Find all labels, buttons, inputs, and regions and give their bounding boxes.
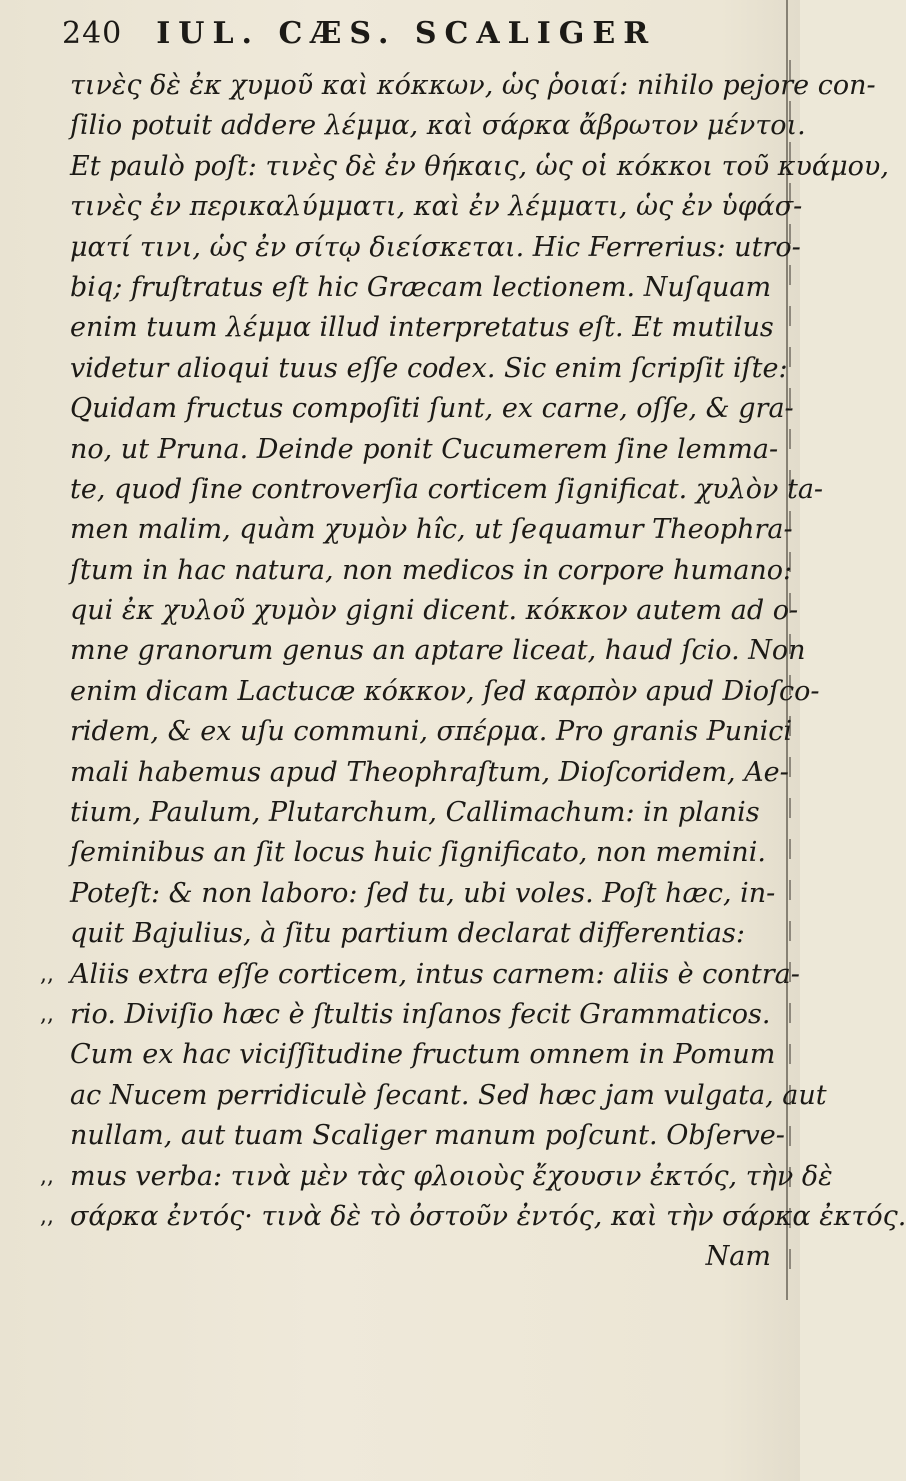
line-text: mali habemus apud Theophraſtum, Dioſcoridem, Ae- [70, 756, 789, 788]
line-text: ſeminibus an ſit locus huic ſignificato, non memini. [70, 837, 766, 869]
quote-mark [40, 753, 70, 793]
text-line [40, 389, 794, 429]
quote-mark [40, 147, 70, 187]
text-line [40, 510, 793, 550]
body-text [40, 66, 906, 1278]
text-line [40, 914, 785, 954]
text-line [40, 672, 820, 712]
line-text: videtur alioqui tuus eſſe codex. Sic enim ſcripſit iſte: [70, 352, 788, 384]
quote-mark [40, 672, 70, 712]
text-line [40, 995, 785, 1035]
line-text: enim tuum λέμμα illud interpretatus eſt. Et mutilus [70, 312, 774, 344]
text-line [40, 1116, 785, 1156]
line-text: quit Bajulius, à ſitu partium declarat differentias: [70, 918, 745, 950]
text-line [40, 1076, 827, 1116]
quote-mark [40, 1076, 70, 1116]
quote-mark [40, 66, 70, 106]
catchword-line [40, 1237, 785, 1277]
quote-mark [40, 228, 70, 268]
line-text: mus verba: τινὰ μὲν τὰς φλοιοὺς ἔχουσιν ἐκτός, τὴν δὲ [70, 1160, 833, 1192]
text-line [40, 106, 806, 146]
text-line [40, 349, 788, 389]
text-line [40, 551, 793, 591]
text-line [40, 187, 803, 227]
quote-mark [40, 631, 70, 671]
line-text: Et paulò poſt: τινὲς δὲ ἐν θήκαις, ὡς οἱ κόκκοι τοῦ κυάμου, [70, 150, 889, 182]
text-line [40, 430, 785, 470]
text-line [40, 268, 785, 308]
quote-mark: ,, [40, 1203, 54, 1229]
running-head: IUL. CÆS. SCALIGER [156, 16, 657, 51]
quote-mark [40, 914, 70, 954]
text-line [40, 591, 799, 631]
text-line [40, 228, 801, 268]
line-text: rio. Diviſio hæc è ſtultis inſanos fecit Grammaticos. [70, 998, 771, 1030]
quote-mark: ,, [40, 961, 54, 987]
text-line [40, 308, 785, 348]
text-line [40, 147, 889, 187]
text-line [40, 874, 785, 914]
quote-mark: ,, [40, 1001, 54, 1027]
text-line [40, 833, 785, 873]
line-text: tium, Paulum, Plutarchum, Callimachum: in planis [70, 797, 760, 829]
quote-mark [40, 510, 70, 550]
text-line [40, 1157, 833, 1197]
line-text: τινὲς ἐν περικαλύμματι, καὶ ἐν λέμματι, ὡς ἐν ὑφάσ- [70, 191, 803, 223]
page-number: 240 [62, 16, 123, 51]
quote-mark [40, 349, 70, 389]
quote-mark [40, 833, 70, 873]
line-text: enim dicam Lactucæ κόκκον, ſed καρπὸν apud Dioſco- [70, 675, 820, 707]
text-line [40, 1035, 785, 1075]
line-text: nullam, aut tuam Scaliger manum poſcunt. Obſerve- [70, 1120, 785, 1152]
line-text: ſilio potuit addere λέμμα, καὶ σάρκα ἄβρωτον μέντοι. [70, 110, 806, 142]
quote-mark [40, 793, 70, 833]
line-text: σάρκα ἐντός· τινὰ δὲ τὸ ὀστοῦν ἐντός, καὶ τὴν σάρκα ἐκτός. [70, 1200, 906, 1232]
quote-mark [40, 1035, 70, 1075]
quote-mark: ,, [40, 1163, 54, 1189]
line-text: mne granorum genus an aptare liceat, haud ſcio. Non [70, 635, 806, 667]
text-line [40, 66, 876, 106]
quote-mark [40, 470, 70, 510]
line-text: qui ἐκ χυλοῦ χυμὸν gigni dicent. κόκκον autem ad o- [70, 595, 799, 627]
text-line [40, 470, 824, 510]
quote-mark [40, 874, 70, 914]
quote-mark [40, 430, 70, 470]
line-text: τινὲς δὲ ἐκ χυμοῦ καὶ κόκκων, ὡς ῥοιαί: nihilo pejore con- [70, 70, 876, 101]
page-header [62, 16, 782, 64]
quote-mark [40, 551, 70, 591]
line-text: Quidam fructus compoſiti ſunt, ex carne, oſſe, & gra- [70, 393, 794, 425]
quote-mark [40, 591, 70, 631]
quote-mark [40, 308, 70, 348]
text-line [40, 955, 800, 995]
quote-mark [40, 1116, 70, 1156]
line-text: no, ut Pruna. Deinde ponit Cucumerem ſine lemma- [70, 433, 779, 465]
line-text: biq; fruſtratus eſt hic Græcam lectionem. Nuſquam [70, 271, 772, 303]
line-text: ſtum in hac natura, non medicos in corpore humano: [70, 554, 793, 586]
line-text: men malim, quàm χυμὸν hîc, ut ſequamur Theophra- [70, 514, 793, 546]
text-line [40, 793, 785, 833]
line-text: Cum ex hac viciſſitudine fructum omnem in Pomum [70, 1039, 776, 1071]
quote-mark [40, 187, 70, 227]
text-line [40, 753, 789, 793]
line-text: ac Nucem perridiculè ſecant. Sed hæc jam vulgata, aut [70, 1079, 827, 1111]
line-text: Aliis extra eſſe corticem, intus carnem: aliis è contra- [70, 958, 800, 990]
line-text: te, quod ſine controverſia corticem ſignificat. χυλὸν ta- [70, 473, 824, 505]
text-line [40, 631, 806, 671]
quote-mark [40, 712, 70, 752]
text-line [40, 1197, 906, 1237]
line-text: ridem, & ex uſu communi, σπέρμα. Pro granis Punici [70, 716, 792, 748]
line-text: ματί τινι, ὡς ἐν σίτῳ διείσκεται. Hic Ferrerius: utro- [70, 231, 801, 263]
quote-mark [40, 106, 70, 146]
quote-mark [40, 389, 70, 429]
catchword: Nam [705, 1241, 771, 1273]
quote-mark [40, 268, 70, 308]
text-line [40, 712, 792, 752]
line-text: Poteſt: & non laboro: ſed tu, ubi voles. Poſt hæc, in- [70, 877, 776, 909]
